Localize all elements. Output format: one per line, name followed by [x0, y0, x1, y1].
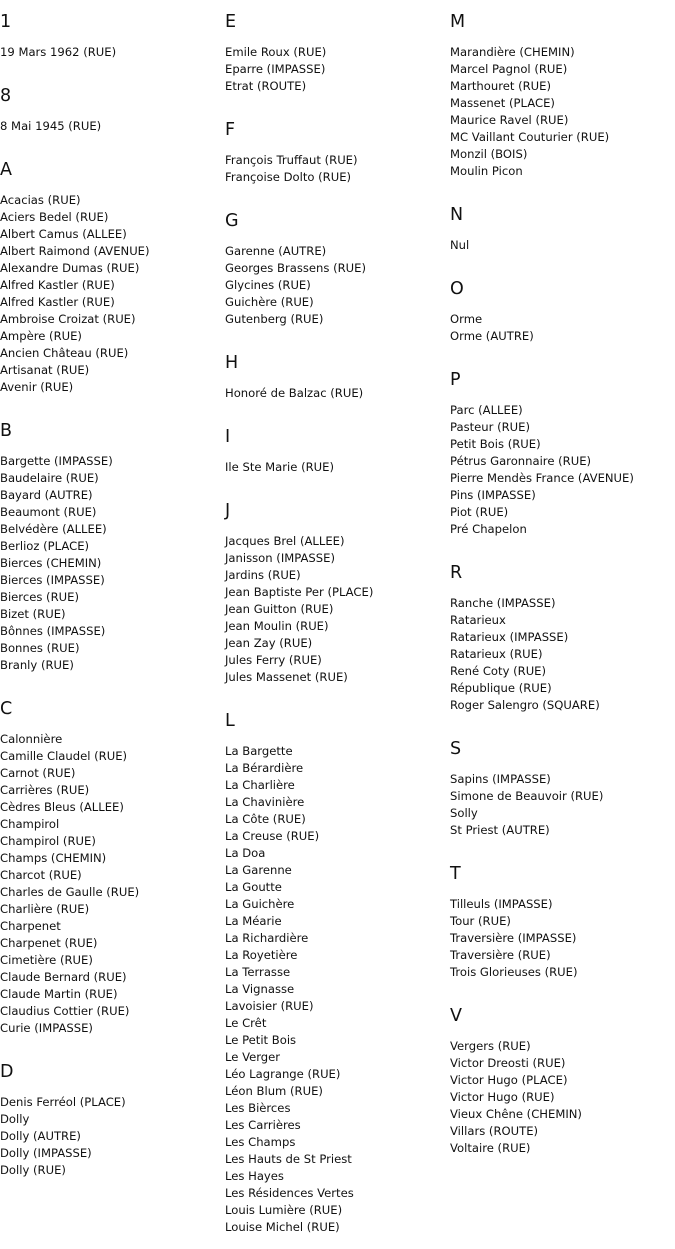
street-list: [450, 237, 675, 254]
street-entry: Honoré de Balzac (RUE): [225, 386, 364, 400]
letter-section: [225, 0, 447, 108]
street-list: [225, 243, 447, 328]
street-entry: Camille Claudel (RUE): [0, 749, 128, 763]
street-list: [225, 385, 447, 402]
section-letter-heading: 1: [0, 12, 12, 32]
street-entry: La Vignasse: [225, 982, 295, 996]
street-entry: Alexandre Dumas (RUE): [0, 261, 140, 275]
street-entry: Aciers Bedel (RUE): [0, 210, 109, 224]
street-entry: Vieux Chêne (CHEMIN): [450, 1107, 582, 1121]
section-spacer: [0, 135, 222, 148]
street-entry: Dolly (AUTRE): [0, 1129, 81, 1143]
street-entry: Bierces (RUE): [0, 590, 79, 604]
section-letter-heading: B: [0, 421, 13, 441]
street-entry: Simone de Beauvoir (RUE): [450, 789, 604, 803]
section-letter-heading: C: [0, 699, 13, 719]
street-entry: Charpenet: [0, 919, 61, 933]
street-entry: Artisanat (RUE): [0, 363, 90, 377]
street-entry: La Doa: [225, 846, 266, 860]
street-entry: Baudelaire (RUE): [0, 471, 99, 485]
street-entry: Les Hayes: [225, 1169, 284, 1183]
street-entry: Calonnière: [0, 732, 63, 746]
section-letter-heading: E: [225, 12, 237, 32]
street-entry: Pins (IMPASSE): [450, 488, 536, 502]
street-entry: La Royetière: [225, 948, 298, 962]
section-letter-heading: H: [225, 353, 239, 373]
street-entry: Parc (ALLEE): [450, 403, 523, 417]
street-entry: Louis Lumière (RUE): [225, 1203, 343, 1217]
street-entry: Ratarieux: [450, 613, 506, 627]
street-entry: Moulin Picon: [450, 164, 523, 178]
street-entry: Carnot (RUE): [0, 766, 76, 780]
section-letter-heading: V: [450, 1006, 462, 1026]
street-entry: Jean Zay (RUE): [225, 636, 313, 650]
street-entry: Branly (RUE): [0, 658, 74, 672]
street-entry: Louise Michel (RUE): [225, 1220, 340, 1234]
street-entry: Orme (AUTRE): [450, 329, 534, 343]
street-list: [450, 402, 675, 538]
street-entry: Avenir (RUE): [0, 380, 74, 394]
street-entry: Albert Camus (ALLEE): [0, 227, 127, 241]
street-list: [225, 459, 447, 476]
section-letter-heading: N: [450, 205, 464, 225]
street-entry: Villars (ROUTE): [450, 1124, 539, 1138]
letter-section: [225, 108, 447, 199]
street-entry: Les Champs: [225, 1135, 296, 1149]
street-list: [450, 311, 675, 345]
street-entry: Ranche (IMPASSE): [450, 596, 556, 610]
letter-section: [0, 74, 222, 148]
street-list: [225, 743, 447, 1236]
street-list: [0, 192, 222, 396]
street-entry: Georges Brassens (RUE): [225, 261, 367, 275]
letter-section: [450, 551, 675, 727]
street-entry: Le Petit Bois: [225, 1033, 297, 1047]
street-entry: Bizet (RUE): [0, 607, 66, 621]
section-spacer: [0, 1037, 222, 1050]
street-entry: Jacques Brel (ALLEE): [225, 534, 345, 548]
street-entry: Le Crêt: [225, 1016, 267, 1030]
street-entry: Pierre Mendès France (AVENUE): [450, 471, 634, 485]
street-entry: Albert Raimond (AVENUE): [0, 244, 150, 258]
street-entry: La Terrasse: [225, 965, 291, 979]
street-entry: Traversière (IMPASSE): [450, 931, 577, 945]
street-list: [450, 1038, 675, 1157]
street-entry: Jardins (RUE): [225, 568, 301, 582]
street-entry: La Charlière: [225, 778, 295, 792]
street-entry: Acacias (RUE): [0, 193, 81, 207]
street-entry: Charcot (RUE): [0, 868, 82, 882]
section-spacer: [225, 1236, 447, 1249]
street-entry: Tour (RUE): [450, 914, 511, 928]
street-list: [0, 1094, 222, 1179]
street-entry: Charlière (RUE): [0, 902, 90, 916]
street-entry: La Garenne: [225, 863, 292, 877]
street-entry: Charles de Gaulle (RUE): [0, 885, 140, 899]
street-entry: 8 Mai 1945 (RUE): [0, 119, 102, 133]
street-entry: Pré Chapelon: [450, 522, 527, 536]
street-index-column-2: [225, 0, 447, 1249]
street-entry: Bargette (IMPASSE): [0, 454, 113, 468]
street-entry: Piot (RUE): [450, 505, 509, 519]
street-entry: Jean Guitton (RUE): [225, 602, 334, 616]
section-letter-heading: J: [225, 501, 231, 521]
street-entry: Léo Lagrange (RUE): [225, 1067, 341, 1081]
letter-section: [225, 699, 447, 1249]
street-entry: Berlioz (PLACE): [0, 539, 90, 553]
street-entry: Dolly (RUE): [0, 1163, 66, 1177]
street-entry: MC Vaillant Couturier (RUE): [450, 130, 610, 144]
street-entry: La Méarie: [225, 914, 282, 928]
street-entry: Ambroise Croizat (RUE): [0, 312, 136, 326]
section-letter-heading: D: [0, 1062, 14, 1082]
street-entry: Les Hauts de St Priest: [225, 1152, 352, 1166]
street-entry: Pétrus Garonnaire (RUE): [450, 454, 592, 468]
street-entry: Bierces (CHEMIN): [0, 556, 102, 570]
letter-section: [450, 267, 675, 358]
street-entry: Massenet (PLACE): [450, 96, 555, 110]
letter-section: [450, 193, 675, 267]
section-letter-heading: G: [225, 211, 239, 231]
street-entry: Vergers (RUE): [450, 1039, 531, 1053]
street-entry: Maurice Ravel (RUE): [450, 113, 569, 127]
section-letter-heading: I: [225, 427, 231, 447]
section-spacer: [450, 714, 675, 727]
street-entry: Claude Bernard (RUE): [0, 970, 127, 984]
street-entry: Carrières (RUE): [0, 783, 90, 797]
section-spacer: [225, 328, 447, 341]
street-entry: François Truffaut (RUE): [225, 153, 358, 167]
street-entry: Dolly: [0, 1112, 30, 1126]
street-index-column-1: [0, 0, 222, 1192]
street-entry: Bônnes (IMPASSE): [0, 624, 106, 638]
street-entry: Pasteur (RUE): [450, 420, 531, 434]
street-entry: Les Bièrces: [225, 1101, 291, 1115]
street-entry: Petit Bois (RUE): [450, 437, 541, 451]
street-entry: Eparre (IMPASSE): [225, 62, 326, 76]
street-list: [450, 44, 675, 180]
street-list: [225, 533, 447, 686]
section-letter-heading: R: [450, 563, 463, 583]
street-entry: Claude Martin (RUE): [0, 987, 118, 1001]
street-entry: Ratarieux (IMPASSE): [450, 630, 569, 644]
street-entry: La Chavinière: [225, 795, 305, 809]
section-spacer: [450, 538, 675, 551]
street-list: [0, 453, 222, 674]
section-spacer: [450, 981, 675, 994]
street-entry: Emile Roux (RUE): [225, 45, 327, 59]
street-entry: Sapins (IMPASSE): [450, 772, 551, 786]
section-spacer: [0, 396, 222, 409]
street-entry: Victor Hugo (PLACE): [450, 1073, 568, 1087]
street-entry: Champs (CHEMIN): [0, 851, 107, 865]
street-entry: Jean Moulin (RUE): [225, 619, 329, 633]
street-entry: Victor Dreosti (RUE): [450, 1056, 566, 1070]
street-entry: Jules Massenet (RUE): [225, 670, 348, 684]
letter-section: [0, 409, 222, 687]
street-entry: Denis Ferréol (PLACE): [0, 1095, 126, 1109]
section-letter-heading: M: [450, 12, 466, 32]
street-entry: La Richardière: [225, 931, 309, 945]
street-entry: Marthouret (RUE): [450, 79, 551, 93]
letter-section: [450, 727, 675, 852]
street-entry: La Bargette: [225, 744, 293, 758]
section-letter-heading: T: [450, 864, 461, 884]
street-entry: Alfred Kastler (RUE): [0, 295, 115, 309]
street-list: [450, 896, 675, 981]
section-spacer: [225, 686, 447, 699]
street-entry: Lavoisier (RUE): [225, 999, 314, 1013]
street-entry: Gutenberg (RUE): [225, 312, 324, 326]
street-entry: Victor Hugo (RUE): [450, 1090, 555, 1104]
street-list: [0, 731, 222, 1037]
letter-section: [225, 489, 447, 699]
street-entry: Marandière (CHEMIN): [450, 45, 575, 59]
letter-section: [0, 1050, 222, 1192]
street-entry: Marcel Pagnol (RUE): [450, 62, 568, 76]
letter-section: [225, 415, 447, 489]
street-entry: Guichère (RUE): [225, 295, 314, 309]
street-entry: Etrat (ROUTE): [225, 79, 307, 93]
street-entry: Garenne (AUTRE): [225, 244, 327, 258]
street-entry: Solly: [450, 806, 478, 820]
section-spacer: [225, 402, 447, 415]
street-entry: René Coty (RUE): [450, 664, 547, 678]
street-list: [225, 152, 447, 186]
section-spacer: [0, 674, 222, 687]
street-entry: République (RUE): [450, 681, 552, 695]
street-entry: Bonnes (RUE): [0, 641, 80, 655]
street-entry: 19 Mars 1962 (RUE): [0, 45, 117, 59]
letter-section: [450, 0, 675, 193]
letter-section: [0, 0, 222, 74]
street-entry: Traversière (RUE): [450, 948, 551, 962]
street-list: [0, 44, 222, 61]
street-list: [450, 595, 675, 714]
section-spacer: [0, 61, 222, 74]
street-entry: La Goutte: [225, 880, 282, 894]
street-entry: Orme: [450, 312, 483, 326]
street-entry: Léon Blum (RUE): [225, 1084, 323, 1098]
section-spacer: [225, 186, 447, 199]
street-list: [0, 118, 222, 135]
street-entry: Jules Ferry (RUE): [225, 653, 322, 667]
street-entry: Monzil (BOIS): [450, 147, 528, 161]
street-entry: Les Carrières: [225, 1118, 301, 1132]
section-spacer: [450, 254, 675, 267]
street-entry: Bierces (IMPASSE): [0, 573, 105, 587]
street-entry: Claudius Cottier (RUE): [0, 1004, 130, 1018]
street-entry: Cèdres Bleus (ALLEE): [0, 800, 124, 814]
street-entry: St Priest (AUTRE): [450, 823, 550, 837]
section-spacer: [450, 1157, 675, 1170]
street-entry: Le Verger: [225, 1050, 281, 1064]
street-entry: Françoise Dolto (RUE): [225, 170, 352, 184]
street-entry: La Côte (RUE): [225, 812, 306, 826]
street-entry: La Bérardière: [225, 761, 304, 775]
street-entry: La Guichère: [225, 897, 295, 911]
street-entry: Ancien Château (RUE): [0, 346, 129, 360]
street-entry: Curie (IMPASSE): [0, 1021, 93, 1035]
street-entry: Bayard (AUTRE): [0, 488, 93, 502]
section-letter-heading: L: [225, 711, 235, 731]
section-letter-heading: 8: [0, 86, 12, 106]
street-entry: Tilleuls (IMPASSE): [450, 897, 553, 911]
section-spacer: [450, 180, 675, 193]
street-entry: Ile Ste Marie (RUE): [225, 460, 335, 474]
section-spacer: [225, 95, 447, 108]
section-letter-heading: A: [0, 160, 12, 180]
street-entry: Champirol (RUE): [0, 834, 96, 848]
letter-section: [0, 687, 222, 1050]
street-entry: Champirol: [0, 817, 60, 831]
letter-section: [450, 358, 675, 551]
street-list: [450, 771, 675, 839]
street-entry: Ratarieux (RUE): [450, 647, 543, 661]
street-entry: Charpenet (RUE): [0, 936, 98, 950]
street-entry: Roger Salengro (SQUARE): [450, 698, 600, 712]
street-entry: Ampère (RUE): [0, 329, 82, 343]
letter-section: [225, 341, 447, 415]
street-entry: Jean Baptiste Per (PLACE): [225, 585, 374, 599]
street-entry: Les Résidences Vertes: [225, 1186, 354, 1200]
section-spacer: [450, 345, 675, 358]
street-entry: Cimetière (RUE): [0, 953, 93, 967]
street-entry: La Creuse (RUE): [225, 829, 320, 843]
section-letter-heading: S: [450, 739, 462, 759]
section-letter-heading: P: [450, 370, 461, 390]
street-entry: Belvédère (ALLEE): [0, 522, 107, 536]
letter-section: [450, 852, 675, 994]
street-entry: Dolly (IMPASSE): [0, 1146, 92, 1160]
section-spacer: [225, 476, 447, 489]
section-spacer: [450, 839, 675, 852]
section-spacer: [0, 1179, 222, 1192]
letter-section: [225, 199, 447, 341]
section-letter-heading: O: [450, 279, 464, 299]
street-index-column-3: [450, 0, 675, 1170]
street-entry: Janisson (IMPASSE): [225, 551, 335, 565]
street-entry: Alfred Kastler (RUE): [0, 278, 115, 292]
street-entry: Beaumont (RUE): [0, 505, 97, 519]
street-entry: Trois Glorieuses (RUE): [450, 965, 578, 979]
section-letter-heading: F: [225, 120, 236, 140]
letter-section: [0, 148, 222, 409]
street-entry: Nul: [450, 238, 470, 252]
street-list: [225, 44, 447, 95]
street-entry: Glycines (RUE): [225, 278, 311, 292]
letter-section: [450, 994, 675, 1170]
street-entry: Voltaire (RUE): [450, 1141, 531, 1155]
